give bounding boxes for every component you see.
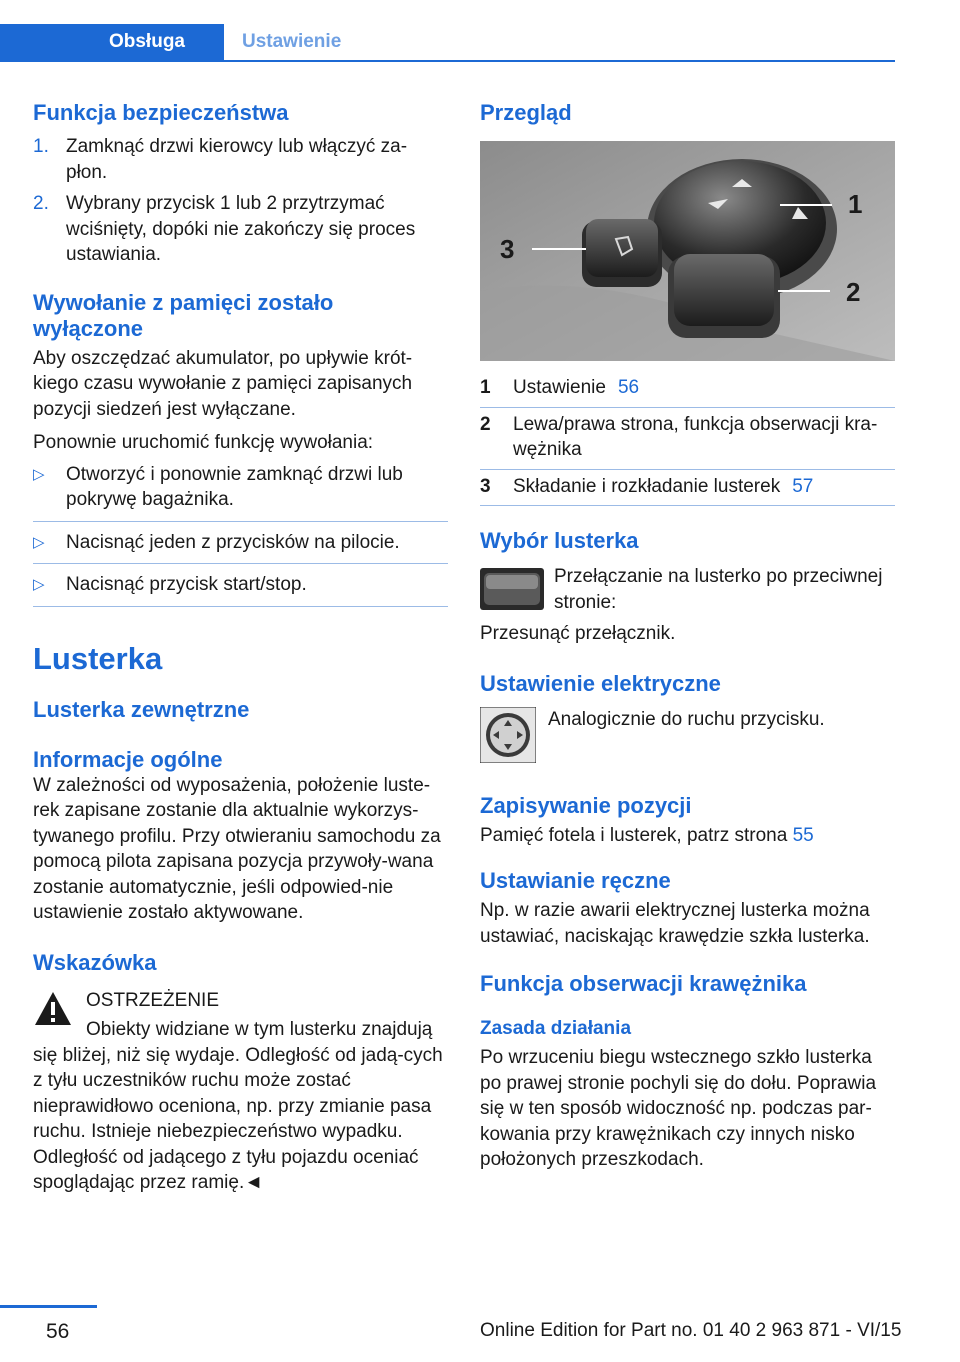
mirror-select-text: Przełączanie na lusterko po przeciwnej stronie:: [554, 566, 883, 613]
page-ref-link[interactable]: 57: [792, 475, 814, 497]
triangle-bullet-icon: ▷: [33, 533, 45, 551]
restart-text: Ponownie uruchomić funkcję wywołania:: [33, 432, 374, 453]
item-text: Nacisnąć jeden z przycisków na pilocie.: [66, 531, 400, 553]
safety-steps: [33, 134, 448, 268]
mirror-select-block: [480, 564, 895, 615]
save-position-text: [480, 823, 895, 849]
step-text: Zamknąć drzwi kierowcy lub włączyć za-płon.: [66, 136, 408, 183]
general-info-heading: Informacje ogólne: [33, 746, 223, 772]
recall-text: Aby oszczędzać akumulator, po upływie krót-kiego czasu wywołanie z pamięci zapisanych pozycji siedzeń jest wyłączane.: [33, 347, 413, 420]
manual-adjust-text: Np. w razie awarii elektrycznej lusterka można ustawiać, naciskając krawędzie szkła lusterka.: [480, 900, 870, 947]
left-column: [33, 100, 448, 1196]
triangle-bullet-icon: ▷: [33, 576, 45, 593]
header-tabbar: [0, 24, 895, 62]
edition-note: Online Edition for Part no. 01 40 2 963 871 - VI/15: [480, 1320, 902, 1341]
page-number: 56: [46, 1320, 70, 1343]
triangle-bullet-icon: ▷: [33, 465, 45, 483]
overview-heading: Przegląd: [480, 100, 572, 125]
mirror-joystick-icon: [480, 707, 536, 763]
save-position-heading: Zapisywanie pozycji: [480, 792, 692, 818]
recall-heading: Wywołanie z pamięci zostało wyłączone: [33, 289, 334, 341]
list-item: [33, 462, 448, 522]
step-number: 2.: [33, 193, 49, 214]
electric-adjust-block: [480, 707, 895, 763]
electric-adjust-text: Analogicznie do ruchu przycisku.: [548, 708, 825, 730]
list-item: [33, 572, 448, 607]
legend-number: 3: [480, 475, 491, 497]
warning-label: OSTRZEŻENIE: [86, 989, 220, 1011]
footer-rule: [0, 1305, 97, 1308]
right-column: [480, 100, 895, 1173]
warning-triangle-icon: [33, 990, 73, 1028]
legend-text: Ustawienie: [513, 377, 606, 398]
curb-function-heading: Funkcja obserwacji krawężnika: [480, 971, 807, 996]
legend-text: Składanie i rozkładanie lusterek: [513, 475, 781, 497]
item-text: Otworzyć i ponownie zamknąć drzwi lub pokrywę bagażnika.: [66, 463, 403, 510]
photo-legend: [480, 371, 895, 506]
legend-number: 2: [480, 413, 491, 435]
legend-row: [480, 371, 895, 408]
principle-text: Po wrzuceniu biegu wstecznego szkło lusterka po prawej stronie pochyli się do dołu. Poprawia się w ten sposób widoczność np. podczas par-kowania przy krawężnikach czy innych nisko położonych przeszkodach.: [480, 1047, 877, 1170]
principle-heading: Zasada działania: [480, 1018, 632, 1039]
mirror-selector-switch-icon: [480, 568, 544, 610]
warning-block: [33, 988, 448, 1043]
legend-row: [480, 408, 895, 470]
mirrors-heading: Lusterka: [33, 640, 163, 676]
manual-adjust-heading: Ustawianie ręczne: [480, 868, 671, 893]
warning-text: się bliżej, niż się wydaje. Odległość od jadą-cych z tyłu uczestników ruchu może zostać nieprawidłowo oceniona, np. przy zmianie pasa ruchu. Istnieje niebezpieczeństwo wypadku. Odległość od jadącego z tyłu pojazdu oceniać spoglądając przez ramię.◄: [33, 1044, 443, 1193]
tab-obsluga[interactable]: Obsługa: [0, 24, 224, 60]
list-item: [33, 191, 448, 268]
warning-text-first: Obiekty widziane w tym lusterku znajdują: [86, 1019, 433, 1040]
mirror-select-heading: Wybór lusterka: [480, 528, 639, 553]
mirror-control-photo: [480, 141, 895, 361]
tab-ustawienie[interactable]: Ustawienie: [242, 31, 342, 52]
page-ref-link[interactable]: 56: [617, 377, 640, 398]
photo-label-3: 3: [500, 234, 515, 264]
photo-label-1: 1: [848, 189, 863, 219]
list-item: [33, 530, 448, 565]
photo-label-2: 2: [846, 277, 861, 307]
save-text: Pamięć fotela i lusterek, patrz strona: [480, 824, 788, 846]
step-text: Wybrany przycisk 1 lub 2 przytrzymać wciśnięty, dopóki nie zakończy się proces ustawiania.: [66, 193, 416, 265]
mirror-select-action: Przesunąć przełącznik.: [480, 623, 676, 644]
hint-heading: Wskazówka: [33, 949, 157, 975]
external-mirrors-heading: Lusterka zewnętrzne: [33, 696, 250, 722]
safety-heading: Funkcja bezpieczeństwa: [33, 100, 289, 125]
electric-adjust-heading: Ustawienie elektryczne: [480, 670, 721, 696]
step-number: 1.: [33, 136, 49, 157]
restart-list: [33, 462, 448, 607]
legend-text: Lewa/prawa strona, funkcja obserwacji kra-wężnika: [513, 413, 878, 460]
general-info-text: W zależności od wyposażenia, położenie luste-rek zapisane zostanie dla aktualnie wykorzys-tywanego profilu. Przy otwieraniu samochodu za pomocą pilota zapisana pozycja przywoły-wana zostanie automatycznie, jeśli odpowied-nie ustawienie zostało aktywowane.: [33, 774, 441, 923]
legend-row: [480, 470, 895, 507]
list-item: [33, 134, 448, 185]
page-ref-link[interactable]: 55: [792, 824, 814, 846]
item-text: Nacisnąć przycisk start/stop.: [66, 574, 307, 595]
legend-number: 1: [480, 377, 491, 398]
